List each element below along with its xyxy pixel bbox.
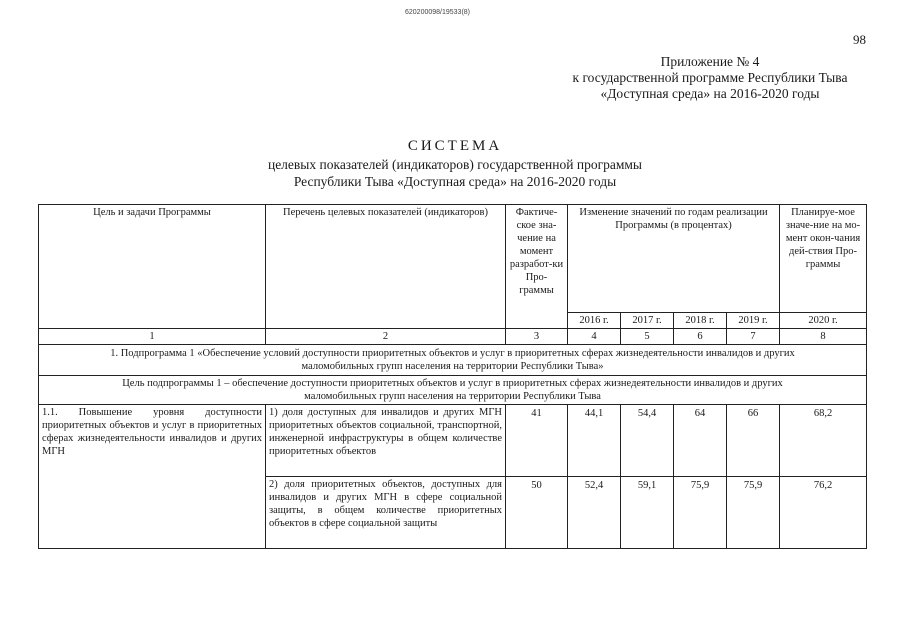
subprogram-goal: Цель подпрограммы 1 – обеспечение доступности приоритетных объектов и услуг в приоритетных сферах жизнедеятельности инвалидов и других маломобильных групп населения на территории Республики Тыва (39, 376, 867, 405)
column-number: 8 (780, 329, 867, 345)
column-number: 4 (568, 329, 621, 345)
header-actual-value: Фактиче-ское зна-чение на момент разработ-ки Про-граммы (506, 205, 568, 329)
column-number: 7 (727, 329, 780, 345)
header-year-2020: 2020 г. (780, 313, 867, 329)
header-goals: Цель и задачи Программы (39, 205, 266, 329)
column-number: 1 (39, 329, 266, 345)
title-line-1: СИСТЕМА (407, 138, 503, 154)
header-planned-value: Планируе-мое значе-ние на мо-мент окон-чания дей-ствия Про-граммы (780, 205, 867, 313)
value-2020: 68,2 (780, 405, 867, 477)
appendix-header (500, 54, 905, 102)
value-2018: 64 (674, 405, 727, 477)
value-2019: 66 (727, 405, 780, 477)
title-line-3: Республики Тыва «Доступная среда» на 2016-2020 годы (293, 174, 617, 189)
appendix-line-2: к государственной программе Республики Тыва (572, 70, 848, 85)
header-change-by-year: Изменение значений по годам реализации Программы (в процентах) (568, 205, 780, 313)
value-2018: 75,9 (674, 477, 727, 549)
value-2016: 44,1 (568, 405, 621, 477)
value-2019: 75,9 (727, 477, 780, 549)
header-indicators: Перечень целевых показателей (индикаторов) (266, 205, 506, 329)
column-number: 5 (621, 329, 674, 345)
value-2020: 76,2 (780, 477, 867, 549)
appendix-line-1: Приложение № 4 (660, 54, 760, 69)
page-number: 98 (853, 32, 866, 47)
indicators-table (38, 204, 867, 549)
value-2017: 59,1 (621, 477, 674, 549)
value-2017: 54,4 (621, 405, 674, 477)
indicator-text: 1) доля доступных для инвалидов и других МГН приоритетных объектов социальной, транспортной, инженерной инфраструктуры в общем количестве приоритетных объектов (266, 405, 506, 477)
column-number: 6 (674, 329, 727, 345)
title-line-2: целевых показателей (индикаторов) государственной программы (267, 157, 643, 172)
indicator-text: 2) доля приоритетных объектов, доступных для инвалидов и других МГН в сфере социальной защиты, в общем количестве приоритетных объектов в сфере социальной защиты (266, 477, 506, 549)
header-year-2016: 2016 г. (568, 313, 621, 329)
actual-value: 41 (506, 405, 568, 477)
header-year-2019: 2019 г. (727, 313, 780, 329)
task-1-1: 1.1. Повышение уровня доступности приоритетных объектов и услуг в приоритетных сферах жизнедеятельности инвалидов и других МГН (39, 405, 266, 549)
header-year-2018: 2018 г. (674, 313, 727, 329)
appendix-line-3: «Доступная среда» на 2016-2020 годы (600, 86, 820, 101)
document-stamp: 620200098/19533(8) (405, 9, 471, 16)
document-title (60, 138, 850, 190)
value-2016: 52,4 (568, 477, 621, 549)
subprogram-title: 1. Подпрограмма 1 «Обеспечение условий доступности приоритетных объектов и услуг в приоритетных сферах жизнедеятельности инвалидов и других маломобильных групп населения на территории Республики Тыва» (39, 345, 867, 376)
column-number: 2 (266, 329, 506, 345)
actual-value: 50 (506, 477, 568, 549)
column-number: 3 (506, 329, 568, 345)
header-year-2017: 2017 г. (621, 313, 674, 329)
